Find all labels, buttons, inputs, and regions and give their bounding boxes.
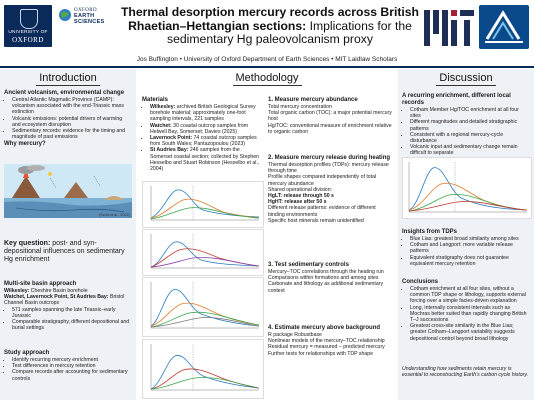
volcanism-diagram [4,164,132,218]
step2-title: 2. Measure mercury release during heating [268,155,391,161]
tdp-plot-2 [143,230,263,275]
introduction-panel [0,69,136,400]
list-item: • Test differences in mercury retention [12,363,132,369]
intro-block-1 [4,90,132,148]
earth-logo-line2: EARTH SCIENCES [74,13,105,25]
step4-block [268,325,392,357]
list-item: • Wilkesley: archived British Geological Survey borehole material; approximately one-foot sampling intervals, 221 samples [150,104,262,123]
list-item: • Sedimentary records: evidence for the timing and magnitude of past emissions [12,128,132,140]
step1-line: Total organic carbon (TOC): a major potential mercury host [268,110,392,123]
step4-line: Further tests for relationships with TDP shape [268,350,374,357]
list-item: • Blue Lias: greatest broad similarity among sites [410,236,530,242]
list-item: • Cotham and Langport: more variable release patterns [410,242,530,254]
tdp-figure-4 [142,339,264,399]
list-item: • Lavernock Point: 74 coastal outcrop samples from South Wales; Pantazopoulou (2023) [150,135,262,147]
list-item: • Consistent with a regional mercury-cycle disturbance [410,132,530,144]
methodology-heading: Methodology [138,69,396,87]
step1-block [268,97,392,135]
earth-logo-line1: OXFORD [74,8,97,13]
poster-title-rest: Implications for the sedimentary Hg paleovolcanism proxy [167,18,412,46]
intro-subheading-mercury: Why mercury? [4,141,46,148]
intro-subheading-volcanism: Ancient volcanism, environmental change [4,90,125,96]
tdp-figure-1 [142,181,264,228]
list-item: • St Audries Bay: 246 samples from the Somerset coastal section; collected by Stephen Hesselbo and Stuart Robinson (Hesselbo et al., 2004) [150,147,262,172]
oxford-university-logo [4,5,52,47]
discussion-block-2 [402,229,530,267]
poster-title-bold: Thermal desorption mercury records across British Rhaetian–Hettangian sections: [120,5,420,33]
list-item: • Central Atlantic Magmatic Province (CAMP): volcanism associated with the end-Triassic mass extinction [12,97,132,116]
tdp-plot-4 [143,340,263,398]
intro-block-3 [4,281,132,331]
discussion-heading: Discussion [398,69,534,87]
intro-subheading-basin: Multi-site basin approach [4,281,77,287]
discussion-panel [398,69,534,400]
mit-logo [424,10,474,46]
step3-line: Carbonate and lithology as additional sedimentary context [268,281,384,294]
step1-title: 1. Measure mercury abundance [268,97,358,103]
tdp-figure-3 [142,277,264,337]
introduction-heading: Introduction [0,69,136,87]
list-item: • Different magnitudes and detailed stratigraphic patterns [410,119,530,131]
discussion-subheading-conclusions: Conclusions [402,279,439,285]
step2-block [268,155,392,224]
list-item: • Volcanic input and sedimentary change remain difficult to separate [410,144,530,156]
step1-line: Hg/TOC: conventional measure of enrichment relative to organic carbon [268,122,392,135]
step4-line: Residual mercury = measured − predicted mercury [268,344,385,351]
step2-line: Thermal desorption profiles (TDPs): mercury release through time [268,162,389,175]
discussion-subheading-enrichment: A recurring enrichment, different local records [402,93,511,106]
step1-line: Total mercury concentration [268,104,332,110]
list-item: • Comparable stratigraphy, different depositional and burial settings [12,319,132,331]
step3-line: Mercury–TOC correlations through the heating run [268,269,384,275]
mit-logo-icon [424,10,474,46]
step3-title: 3. Test sedimentary controls [268,262,349,268]
intro-block-4 [4,350,132,382]
list-item: • Cotham Member Hg/TOC enrichment at all four sites [410,107,530,119]
step2-hght: HgHT: release after 50 s [268,199,327,206]
laidlaw-badge-icon [479,5,529,49]
tdp-plot-1 [143,182,263,227]
step2-line: Different release patterns: evidence of different binding environments [268,205,376,218]
step2-line: Specific host minerals remain unidentified [268,217,364,224]
list-item: • Equivalent stratigraphy does not guarantee equivalent mercury retention [410,255,530,267]
discussion-bullets-1 [402,107,530,157]
key-question [4,240,132,264]
discussion-closing-statement: Understanding how sediments retain mercury is essential to reconstructing Earth's carbon cycle history. [402,366,529,379]
intro-bullets-4 [4,357,132,382]
step2-line: Shared operational division: [268,186,333,193]
oxford-logo-line1: UNIVERSITY OF [8,30,48,35]
discussion-subheading-tdps: Insights from TDPs [402,229,458,235]
discussion-block-3 [402,279,530,342]
list-item: • Volcanic emissions: potential drivers of warming and ecosystem disruption [12,116,132,128]
step2-hglt: HgLT: release through 50 s [268,193,334,200]
step4-title: 4. Estimate mercury above background [268,325,381,331]
step4-line: Nonlinear models of the mercury–TOC relationship [268,338,385,345]
laidlaw-scholars-logo [479,5,529,49]
methodology-panel [138,69,396,400]
site-line-wilkesley: Wilkesley: Cheshire Basin borehole [4,288,88,294]
list-item: • Cotham enrichment at all four sites, without a common TDP shape or lithology, supports external forcing over a simple facies-driven explanation [410,286,530,305]
step2-line: Profile shapes compared independently of total mercury abundance [268,174,377,187]
discussion-block-1 [402,93,530,157]
oxford-logo-line2: OXFORD [12,36,44,44]
step4-line: R package Robustbase [268,332,322,338]
tdp-figure-2 [142,229,264,276]
site-line-bristol: Watchet, Lavernock Point, St Audries Bay: Bristol Channel Basin outcrops [4,294,125,307]
intro-bullets-3 [4,307,132,332]
list-item: • Long, internally consistent intervals such as Mochras better suited than rapidly changing British T–J successions [410,305,530,324]
intro-bullets-1 [4,97,132,140]
figure-credit: (Scott et al., 2022) [98,213,130,217]
list-item: • Identify recurring mercury enrichment [12,357,132,363]
oxford-crest-icon [20,9,38,29]
key-question-label: Key question: [4,240,51,247]
intro-subheading-study: Study approach [4,350,50,356]
poster-authors: Jos Buffington • University of Oxford Department of Earth Sciences • MIT Laidlaw Scholars [136,56,398,63]
discussion-plot [403,158,531,218]
step3-block [268,262,392,294]
list-item: • 571 samples spanning the late Triassic–early Jurassic [12,307,132,319]
volcano-illustration [4,164,132,218]
materials-list [142,104,262,172]
step3-line: Comparisons within formations and among sites [268,275,379,282]
poster-header [0,0,534,63]
key-question-text: post- and syn-depositional influences on sedimentary Hg enrichment [4,240,125,263]
header-divider [0,66,534,68]
list-item: • Greatest cross-site similarity in the Blue Lias; greater Cotham–Langport variability suggests depositional control beyond broad lithology [410,323,530,342]
list-item: • Compare records after accounting for sedimentary controls [12,369,132,381]
tdp-plot-3 [143,278,263,336]
oxford-earth-sciences-logo [58,6,114,28]
materials-block [142,97,262,172]
poster-title [120,6,420,47]
discussion-figure [402,157,532,219]
materials-title: Materials [142,97,169,103]
list-item: • Watchet: 30 coastal outcrop samples from Helwell Bay, Somerset; Davies (2025) [150,123,262,135]
discussion-bullets-3 [402,286,530,342]
earth-globe-icon [58,8,72,22]
discussion-bullets-2 [402,236,530,267]
